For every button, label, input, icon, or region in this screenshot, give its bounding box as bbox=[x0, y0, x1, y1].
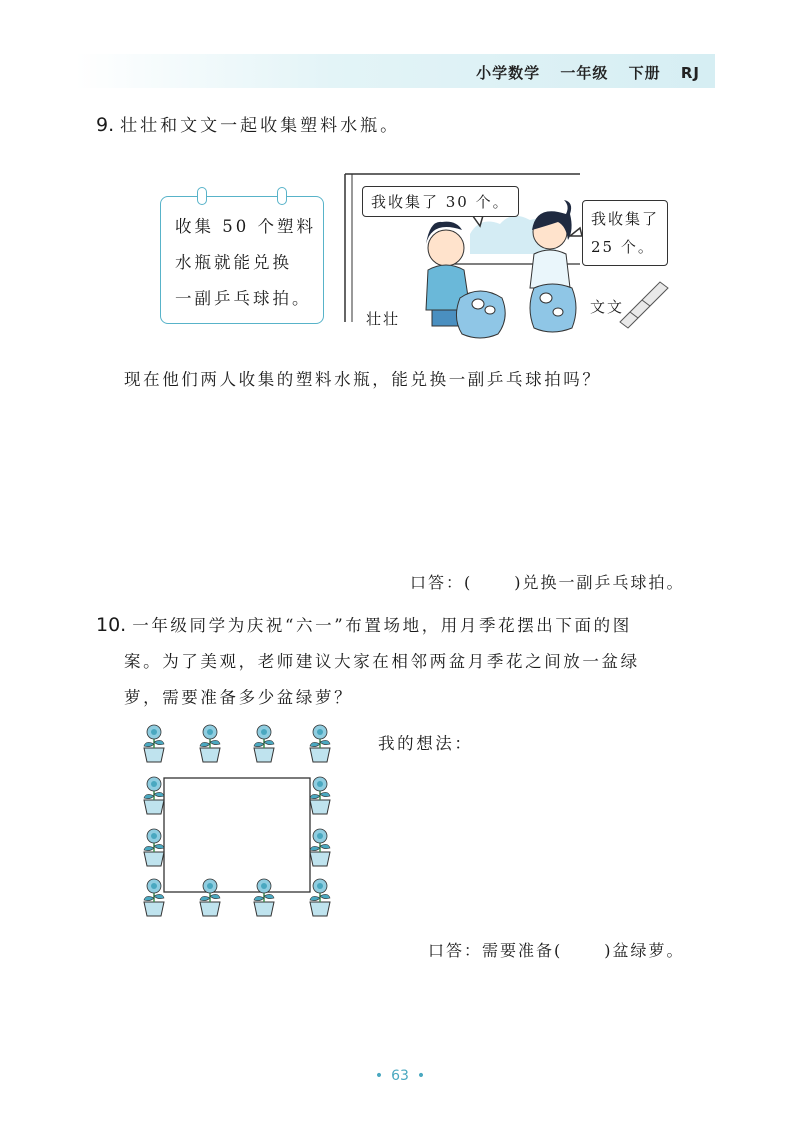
girl-name-label: 文文 bbox=[590, 298, 625, 316]
page-dot-left: • bbox=[374, 1068, 384, 1084]
flower-pot-icon bbox=[254, 725, 274, 762]
q9-answer-prefix: 口答：( bbox=[410, 573, 473, 592]
page-number-text: 63 bbox=[391, 1068, 409, 1084]
q10-number: 10. bbox=[96, 614, 127, 636]
flower-pot-icon bbox=[200, 879, 220, 916]
note-line-2: 水瓶就能兑换 bbox=[175, 253, 292, 272]
header-volume: 下册 bbox=[628, 64, 661, 82]
q10-answer bbox=[428, 938, 685, 961]
q10-my-idea-label: 我的想法： bbox=[378, 734, 474, 753]
header-edition: RJ bbox=[680, 64, 700, 82]
q9-illustration bbox=[340, 172, 670, 342]
flower-pot-icon bbox=[200, 725, 220, 762]
note-ring-right bbox=[277, 187, 287, 205]
note-line-1: 收集 50 个塑料 bbox=[175, 217, 316, 236]
q9-title-text: 壮壮和文文一起收集塑料水瓶。 bbox=[120, 116, 401, 136]
flower-pot-icon bbox=[310, 829, 330, 866]
page-dot-right: • bbox=[416, 1068, 426, 1084]
header-subject: 小学数学 bbox=[476, 64, 541, 82]
flower-pot-icon bbox=[144, 879, 164, 916]
header-info bbox=[462, 62, 700, 83]
flower-pot-icon bbox=[144, 725, 164, 762]
girl-bubble-line-1: 我收集了 bbox=[591, 210, 660, 228]
boy-speech-bubble: 我收集了 30 个。 bbox=[362, 186, 519, 217]
flower-pot-icon bbox=[310, 879, 330, 916]
boy-name-label: 壮壮 bbox=[366, 310, 401, 328]
flower-pot-icon bbox=[310, 725, 330, 762]
note-ring-left bbox=[197, 187, 207, 205]
q10-answer-prefix: 口答：需要准备( bbox=[428, 941, 563, 960]
q9-question: 现在他们两人收集的塑料水瓶，能兑换一副乒乓球拍吗？ bbox=[124, 370, 602, 389]
girl-speech-bubble bbox=[582, 200, 668, 266]
note-line-3: 一副乒乓球拍。 bbox=[175, 289, 312, 308]
q10-line-1 bbox=[96, 612, 632, 636]
q10-line-3: 萝，需要准备多少盆绿萝？ bbox=[124, 688, 354, 707]
q10-answer-suffix: )盆绿萝。 bbox=[604, 941, 685, 960]
flower-pot-icon bbox=[254, 879, 274, 916]
flower-pot-icon bbox=[144, 777, 164, 814]
rose-pots-square-illustration bbox=[130, 722, 350, 922]
girl-bubble-line-2: 25 个。 bbox=[591, 238, 655, 256]
q9-title bbox=[96, 106, 400, 145]
page-number bbox=[0, 1068, 800, 1084]
q10-line-2: 案。为了美观，老师建议大家在相邻两盆月季花之间放一盆绿 bbox=[124, 652, 640, 671]
q10-line-1-text: 一年级同学为庆祝“六一”布置场地，用月季花摆出下面的图 bbox=[132, 616, 632, 635]
q9-answer bbox=[410, 570, 685, 593]
header-grade: 一年级 bbox=[560, 64, 609, 82]
q9-number: 9. bbox=[96, 114, 115, 136]
flower-pot-icon bbox=[310, 777, 330, 814]
q9-note-card bbox=[160, 196, 324, 324]
flower-pot-icon bbox=[144, 829, 164, 866]
flower-pattern bbox=[130, 722, 350, 922]
q9-answer-suffix: )兑换一副乒乓球拍。 bbox=[514, 573, 685, 592]
